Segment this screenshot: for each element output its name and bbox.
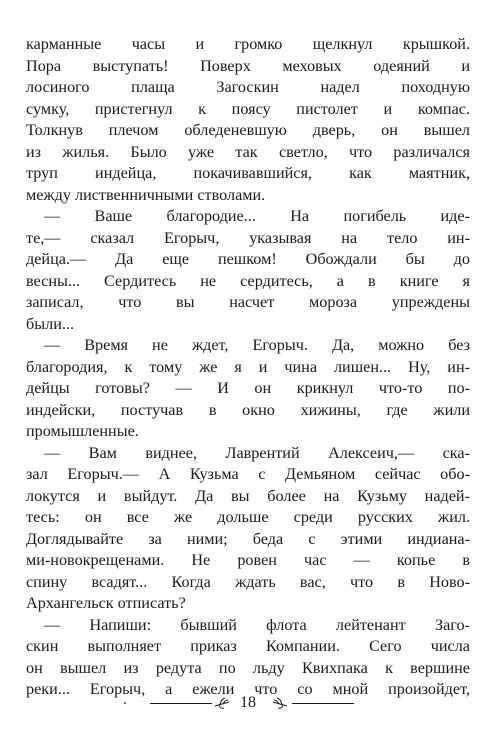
leaf-sprig-icon	[214, 696, 230, 710]
text-line: дейца.— Да еще пешком! Обождали бы до	[26, 250, 470, 268]
text-line: он вышел из редута по льду Квихпака к вершине	[26, 658, 470, 677]
ornament-rule-left	[150, 703, 212, 704]
text-line: записал, что вы насчет мороза упреждены	[26, 293, 470, 311]
text-line: труп индейца, покачивавшийся, как маятник,	[26, 164, 470, 182]
text-line: карманные часы и громко щелкнул крышкой.	[26, 35, 470, 53]
text-line: — Вам виднее, Лаврентий Алексеич,— ска-	[44, 443, 470, 462]
ornament-rule-right	[292, 703, 354, 704]
page-number: 18	[240, 694, 256, 711]
text-line: Архангельск отписать?	[26, 594, 186, 612]
leaf-sprig-icon	[272, 696, 288, 710]
text-line: промышленные.	[26, 422, 139, 440]
text-line: ми-новокрещенами. Не ровен час — копье в	[26, 551, 470, 569]
text-line: Пора выступать! Поверх меховых одеяний и	[26, 56, 470, 75]
text-line: индейски, постучав в окно хижины, где жили	[26, 400, 470, 419]
text-line: спину всадят... Когда ждать вас, что в Ново-	[26, 572, 470, 591]
text-line: те,— сказал Егорыч, указывая на тело ин-	[26, 228, 470, 247]
text-line: тесь: он все же дольше среди русских жил.	[26, 508, 470, 526]
text-line: — Время не ждет, Егорыч. Да, можно без	[44, 336, 470, 354]
speck-dot	[124, 702, 126, 704]
text-line: сумку, пристегнул к поясу пистолет и компас.	[26, 99, 470, 118]
text-line: Толкнув плечом обледеневшую дверь, он вышел	[26, 121, 470, 139]
text-line: весны... Сердитесь не сердитесь, а в книге я	[26, 271, 470, 290]
text-line: дейцы готовы? — И он крикнул что-то по-	[26, 379, 470, 397]
text-line: — Ваше благородие... На погибель иде-	[44, 207, 470, 225]
text-line: благородия, к тому же я и чина лишен... Ну, ин-	[26, 357, 470, 376]
text-line: зал Егорыч.— А Кузьма с Демьяном сейчас обо-	[26, 465, 470, 483]
text-line: Доглядывайте за ними; беда с этими индиана-	[26, 529, 470, 548]
page-footer	[0, 692, 502, 714]
text-line: были...	[26, 314, 74, 333]
text-line: локутся и выйдут. Да вы более на Кузьму надей-	[26, 486, 470, 505]
text-line: лосиного плаща Загоскин надел походную	[26, 78, 470, 96]
text-line: из жилья. Было уже так светло, что различался	[26, 142, 470, 161]
text-body	[26, 34, 470, 701]
text-line: реки... Егорыч, а ежели что со мной произойдет,	[26, 680, 470, 698]
text-line: скин выполняет приказ Компании. Сего числа	[26, 637, 470, 655]
text-line: — Напиши: бывший флота лейтенант Заго-	[44, 615, 470, 634]
text-line: между лиственничными стволами.	[26, 185, 266, 204]
